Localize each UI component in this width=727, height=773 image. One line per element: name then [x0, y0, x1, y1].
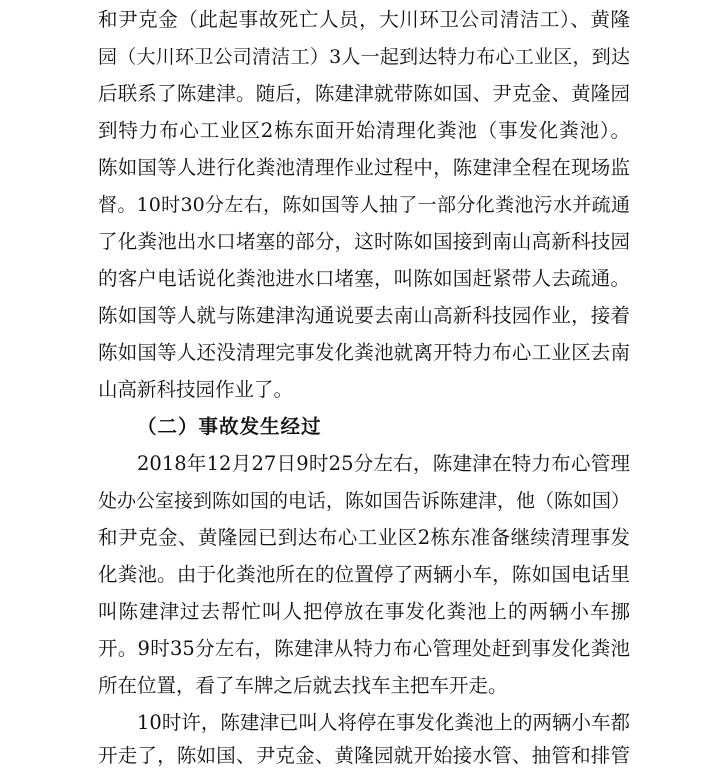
- paragraph-3-line-1: 10时许，陈建津已叫人将停在事发化粪池上的两辆小车都: [137, 711, 630, 734]
- paragraph-1-line-8: 的客户电话说化粪池进水口堵塞，叫陈如国赶紧带人去疏通。: [98, 267, 630, 290]
- paragraph-2-line-4: 化粪池。由于化粪池所在的位置停了两辆小车，陈如国电话里: [98, 563, 630, 586]
- paragraph-1-line-5: 陈如国等人进行化粪池清理作业过程中，陈建津全程在现场监: [98, 156, 630, 179]
- section-heading: （二）事故发生经过: [137, 415, 322, 438]
- paragraph-2-line-7: 所在位置，看了车牌之后就去找车主把车开走。: [98, 674, 508, 697]
- paragraph-1-line-1: 和尹克金（此起事故死亡人员，大川环卫公司清洁工）、黄隆: [98, 8, 630, 31]
- paragraph-1-line-4: 到特力布心工业区2栋东面开始清理化粪池（事发化粪池）。: [98, 119, 630, 142]
- paragraph-3-line-2: 开走了，陈如国、尹克金、黄隆园就开始接水管、抽管和排管: [98, 744, 630, 767]
- paragraph-1-line-3: 后联系了陈建津。随后，陈建津就带陈如国、尹克金、黄隆园: [98, 82, 630, 105]
- paragraph-1-line-10: 陈如国等人还没清理完事发化粪池就离开特力布心工业区去南: [98, 341, 630, 364]
- paragraph-1-line-6: 督。10时30分左右，陈如国等人抽了一部分化粪池污水并疏通: [98, 194, 630, 216]
- paragraph-1-line-9: 陈如国等人就与陈建津沟通说要去南山高新科技园作业，接着: [98, 304, 630, 327]
- paragraph-1-line-2: 园（大川环卫公司清洁工）3人一起到达特力布心工业区，到达: [98, 46, 630, 68]
- paragraph-2-line-6: 开。9时35分左右，陈建津从特力布心管理处赶到事发化粪池: [98, 637, 630, 660]
- paragraph-1-line-7: 了化粪池出水口堵塞的部分，这时陈如国接到南山高新科技园: [98, 230, 630, 253]
- paragraph-1-line-11: 山高新科技园作业了。: [98, 378, 294, 401]
- paragraph-2-line-1: 2018年12月27日9时25分左右，陈建津在特力布心管理: [137, 452, 630, 475]
- paragraph-2-line-3: 和尹克金、黄隆园已到达布心工业区2栋东准备继续清理事发: [98, 526, 630, 549]
- paragraph-2-line-2: 处办公室接到陈如国的电话，陈如国告诉陈建津，他（陈如国）: [98, 490, 631, 512]
- paragraph-2-line-5: 叫陈建津过去帮忙叫人把停放在事发化粪池上的两辆小车挪: [98, 600, 630, 623]
